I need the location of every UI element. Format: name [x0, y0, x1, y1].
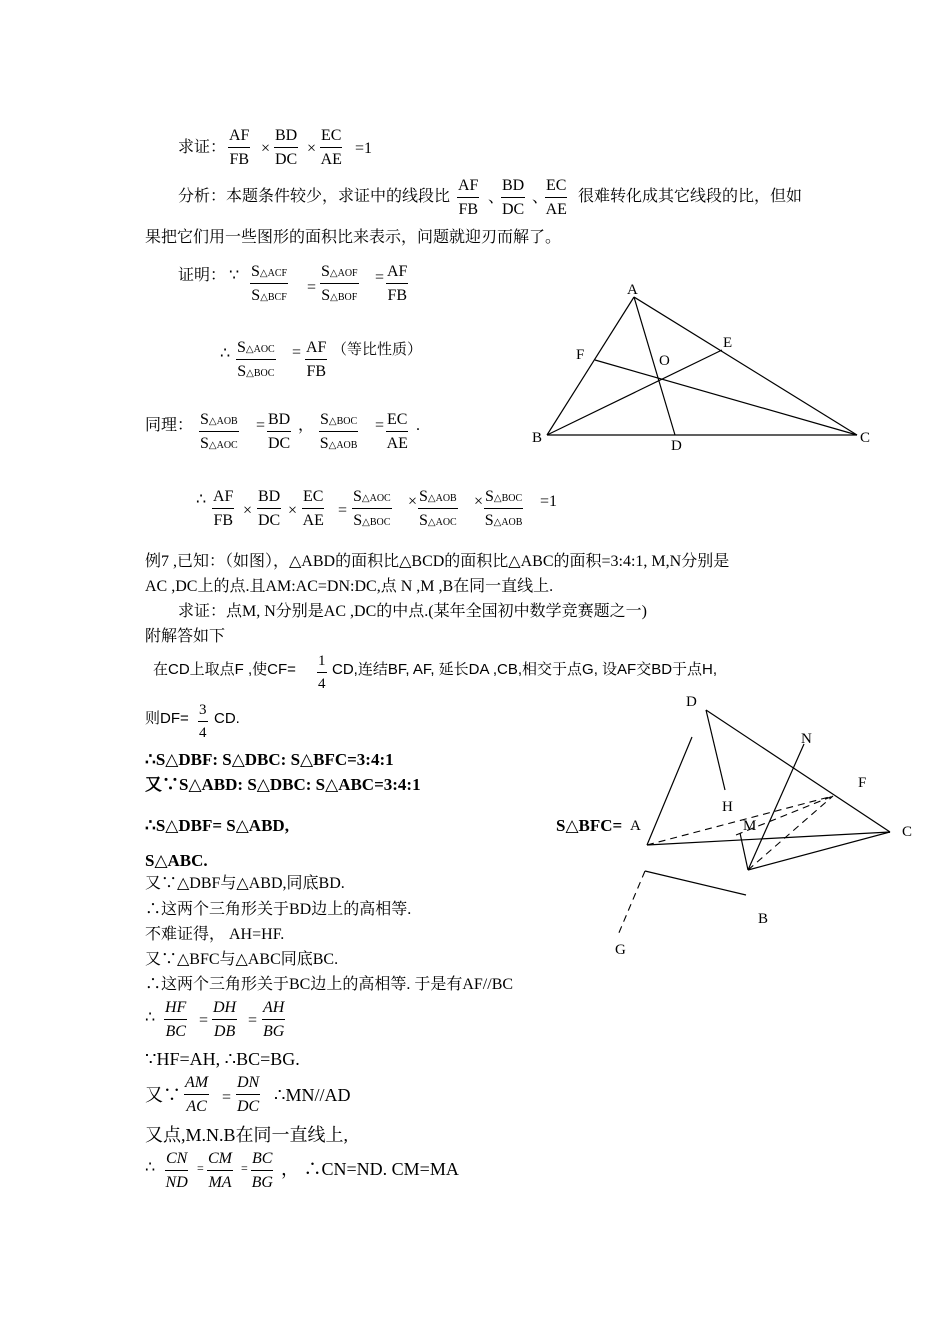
point-label-f: F: [858, 775, 867, 791]
analysis-text-3: 果把它们用一些图形的面积比来表示，问题就迎刃而解了。: [145, 229, 562, 246]
point-label-a: A: [627, 282, 638, 298]
goal-frac-bd-dc: $\frac{BD}{DC}$: [275, 127, 298, 168]
solution-line-15: 又点,M.N.B在同一直线上,: [145, 1125, 349, 1145]
segment-dc: [706, 710, 890, 832]
segment-ac: [647, 832, 890, 845]
point-label-b: B: [758, 911, 769, 927]
solution-line-9: 不难证得， AH=HF.: [145, 926, 285, 943]
point-label-b: B: [532, 430, 543, 446]
triangle-figure-1: [520, 270, 890, 470]
solution-line-16-post: ， ∴CN=ND. CM=MA: [281, 1159, 459, 1179]
point-label-h: H: [722, 799, 733, 815]
point-label-a: A: [630, 818, 641, 834]
solution-line-4: 又∵S△ABD: S△DBC: S△ABC=3:4:1: [145, 775, 421, 794]
solution-line-5-side: S△BFC=: [556, 816, 623, 835]
point-label-m: M: [743, 818, 757, 834]
solution-line-6: S△ABC.: [145, 851, 208, 870]
point-label-d: D: [671, 438, 682, 454]
solution-line-8: ∴这两个三角形关于BD边上的高相等.: [145, 901, 412, 918]
point-label-c: C: [902, 824, 913, 840]
cevian-cf: [595, 360, 857, 435]
solution-line-14-post: ∴MN//AD: [274, 1085, 351, 1105]
solution-line-1b: CD,连结BF, AF, 延长DA ,CB,相交于点G, 设AF交BD于点H,: [332, 661, 718, 678]
segment-dh: [706, 710, 725, 790]
example-line-1: 例7 ,已知：（如图），△ABD的面积比△BCD的面积比△ABC的面积=3:4:1, M,N分别是: [145, 553, 730, 570]
dashed-ag: [618, 871, 645, 935]
solution-line-13: ∵HF=AH, ∴BC=BG.: [145, 1049, 300, 1069]
solution-line-11: ∴这两个三角形关于BC边上的高相等. 于是有AF//BC: [145, 976, 514, 993]
solution-line-2a: 则DF=: [145, 710, 189, 727]
example-line-4: 附解答如下: [145, 628, 226, 645]
point-label-f: F: [576, 347, 585, 363]
solution-line-2b: CD.: [214, 710, 240, 727]
equal-ratio-note: （等比性质）: [332, 342, 423, 358]
goal-frac-ec-ae: $\frac{EC}{AE}$: [320, 127, 342, 168]
point-label-e: E: [723, 335, 733, 351]
goal-label: 求证：: [178, 139, 227, 156]
analysis-text-1: 分析：本题条件较少，求证中的线段比: [178, 188, 451, 205]
segment-mb: [740, 833, 748, 870]
example-line-3: 求证：点M, N分别是AC ,DC的中点.(某年全国初中数学竞赛题之一): [178, 603, 647, 620]
segment-bn: [748, 744, 804, 870]
solution-line-14-pre: 又∵: [145, 1085, 181, 1105]
geometry-figure-2: [600, 685, 930, 965]
solution-line-10: 又∵△BFC与△ABC同底BC.: [145, 951, 339, 968]
point-label-g: G: [615, 942, 626, 958]
solution-line-5: ∴S△DBF= S△ABD,: [145, 816, 289, 835]
analysis-text-2: 很难转化成其它线段的比，但如: [578, 188, 803, 205]
goal-frac-af-fb: $\frac{AF}{FB}$: [229, 127, 250, 168]
similarly-label: 同理：: [145, 417, 194, 434]
proof-label: 证明：: [178, 267, 227, 284]
segment-gb-part: [645, 871, 746, 895]
solution-line-1a: 在CD上取点F ,使CF=: [153, 661, 296, 678]
point-label-c: C: [860, 430, 871, 446]
solution-line-7: 又∵△DBF与△ABD,同底BD.: [145, 875, 345, 892]
point-label-n: N: [801, 731, 812, 747]
point-label-o: O: [659, 353, 670, 369]
point-label-d: D: [686, 694, 697, 710]
segment-da: [647, 737, 692, 845]
example-line-2: AC ,DC上的点.且AM:AC=DN:DC,点 N ,M ,B在同一直线上.: [145, 578, 554, 595]
solution-line-3: ∴S△DBF: S△DBC: S△BFC=3:4:1: [145, 750, 394, 769]
